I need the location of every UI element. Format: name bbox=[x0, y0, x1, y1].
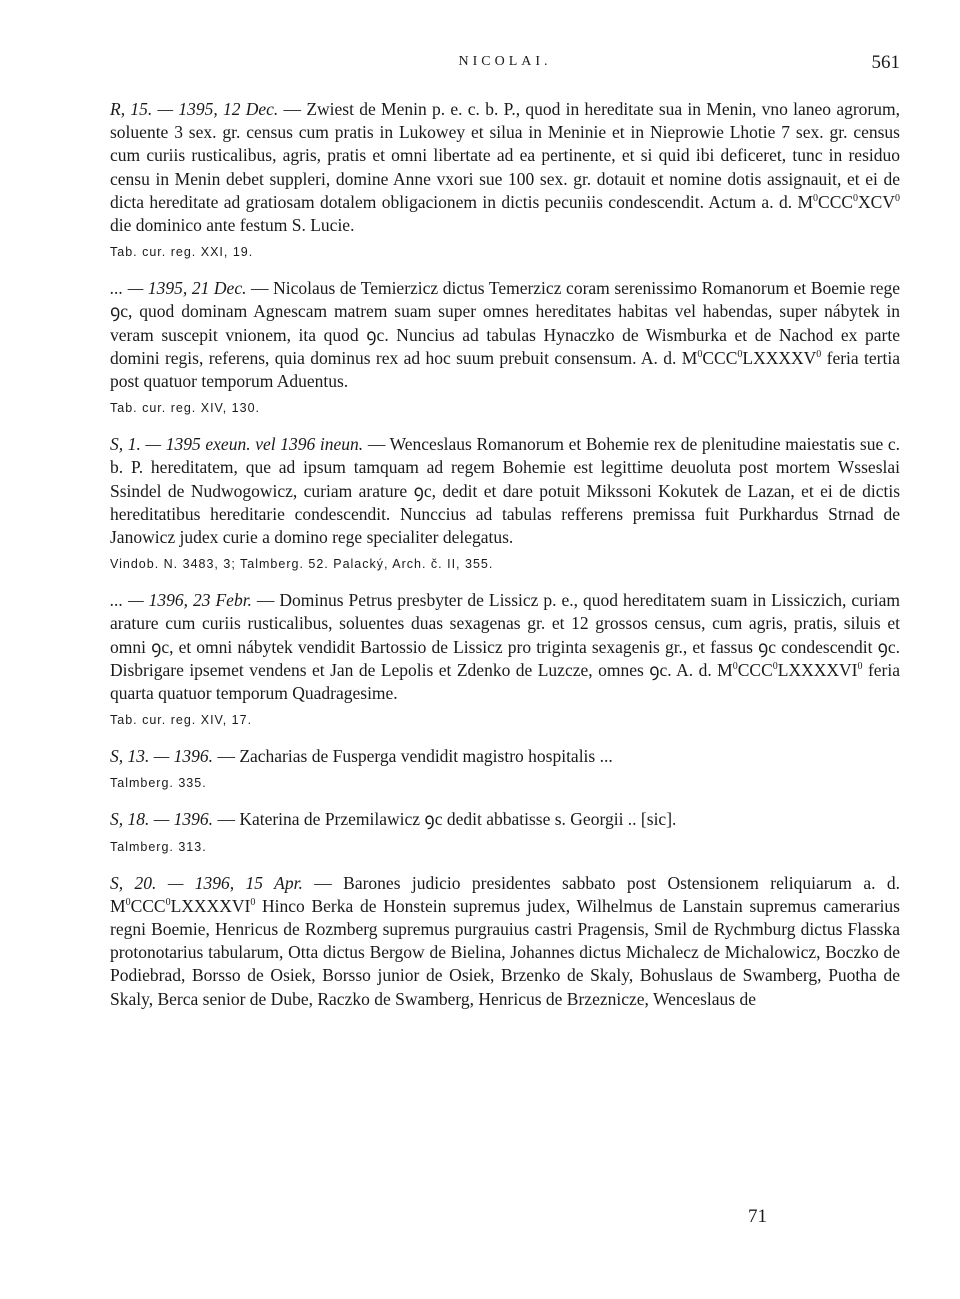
entry-body-continuation: Hinco Berka de Honstein supremus judex, Wilhelmus de Lanstain supremus camerarius regni Boemie, Henricus de Rozmberg supremus purgrauius castri Pragensis, Smil de Rychmburg dictus Flasska protonotarius tabularum, Otta dictus Bergow de Bielina, Johannes dictus Michalecz de Michalowicz, Boczko de Podiebrad, Borsso de Osiek, Borsso junior de Osiek, Brzenko de Skaly, Bohuslaus de Swamberg, Puotha de Skaly, Berca senior de Dube, Raczko de Swamberg, Henricus de Brzeznicze, Wenceslaus de bbox=[110, 895, 900, 1009]
gathering-signature: 71 bbox=[748, 1206, 767, 1227]
entry-body-continuation: CCC bbox=[737, 659, 773, 680]
entry-body: — Dominus Petrus presbyter de Lissicz p. e., quod hereditatem suam in Lissiczich, curiam arature cum curiis rusticalibus, soluentes duas sexagenas gr. et 12 grossos census, cum agris, pratis, siluis et omni ꝯc, et omni nábytek vendidit Bartossio de Lissicz pro triginta sexagenis gr., et fassus ꝯc condescendit ꝯc. Disbrigare ipsemet vendens et Jan de Lepolis et Zdenko de Luzcze, omnes ꝯc. A. d. M bbox=[110, 590, 900, 680]
page-number: 561 bbox=[871, 52, 900, 73]
entry-date: R, 15. — 1395, 12 Dec. bbox=[110, 99, 279, 119]
document-entry bbox=[110, 808, 900, 854]
entry-body: — Katerina de Przemilawicz ꝯc dedit abbatisse s. Georgii .. [sic]. bbox=[213, 809, 677, 830]
entry-date: ... — 1395, 21 Dec. bbox=[110, 278, 247, 299]
entry-source-citation: Tab. cur. reg. XIV, 130. bbox=[110, 401, 261, 416]
entry-source-citation: Vindob. N. 3483, 3; Talmberg. 52. Palacký, Arch. č. II, 355. bbox=[110, 557, 494, 572]
running-header bbox=[110, 50, 900, 78]
document-entry bbox=[110, 98, 900, 260]
entry-text bbox=[110, 872, 900, 1011]
document-entry bbox=[110, 745, 900, 791]
document-entry bbox=[110, 277, 900, 416]
entry-body: — Zacharias de Fusperga vendidit magistro hospitalis ... bbox=[213, 746, 613, 767]
entry-source-citation: Tab. cur. reg. XIV, 17. bbox=[110, 713, 253, 728]
entry-text bbox=[110, 277, 900, 393]
document-entry bbox=[110, 433, 900, 572]
entry-body-continuation: feria quarta quatuor temporum Quadragesime. bbox=[110, 659, 900, 704]
entry-body: — Nicolaus de Temierzicz dictus Temerzicz coram serenissimo Romanorum et Boemie rege ꝯc, quod dominam Agnescam matrem suam super omnes hereditates habitas vel habendas, super nábytek in veram suscepit vnionem, ita quod ꝯc. Nuncius ad tabulas Hynaczko de Wismburka et de Nachod ex parte domini regis, referens, quia dominus rex ad hoc suum prebuit consensum. A. d. M bbox=[110, 278, 900, 368]
entry-body: — Zwiest de Menin p. e. c. b. P., quod in hereditate sua in Menin, vno laneo agrorum, soluente 3 sex. gr. census cum pratis in Lukowey et silua in Meninie et in Nieprowie Lhotie 7 sex. gr. census cum curiis rusticalibus, agris, pratis et omni libertate ad ea pertinente, et si quid ibi deficeret, tunc in residuo censu in Menin debet suppleri, domine Anne vxori sue 100 sex. gr. dotauit et nomine dotis assignauit, et ei de dicta hereditate ad gratiosam dotalem obligacionem in dictis pecuniis condescendit. Actum a. d. M bbox=[110, 99, 900, 212]
entry-body-continuation: LXXXXV bbox=[742, 347, 817, 368]
entry-source-citation: Talmberg. 313. bbox=[110, 839, 207, 854]
entry-body-continuation: LXXXXVI bbox=[777, 659, 858, 680]
entry-body-continuation: die dominico ante festum S. Lucie. bbox=[110, 215, 355, 236]
superscript-zero: 0 bbox=[250, 896, 256, 908]
entry-date: S, 18. — 1396. bbox=[110, 809, 214, 830]
entry-body-continuation: XCV bbox=[858, 191, 895, 212]
superscript-zero: 0 bbox=[732, 660, 738, 672]
superscript-zero: 0 bbox=[737, 348, 743, 360]
entry-text bbox=[110, 98, 900, 237]
superscript-zero: 0 bbox=[697, 348, 703, 360]
superscript-zero: 0 bbox=[772, 660, 778, 672]
entry-text bbox=[110, 808, 900, 831]
entry-body-continuation: CCC bbox=[130, 895, 166, 916]
entry-date: S, 20. — 1396, 15 Apr. bbox=[110, 872, 303, 893]
entry-body-continuation: feria tertia post quatuor temporum Aduentus. bbox=[110, 347, 900, 392]
entry-source-citation: Tab. cur. reg. XXI, 19. bbox=[110, 245, 254, 260]
entry-date: S, 1. — 1395 exeun. vel 1396 ineun. bbox=[110, 434, 364, 455]
document-entry bbox=[110, 589, 900, 728]
superscript-zero: 0 bbox=[857, 660, 863, 672]
entry-body-continuation: CCC bbox=[818, 191, 854, 212]
document-entry bbox=[110, 872, 900, 1011]
superscript-zero: 0 bbox=[165, 896, 171, 908]
entry-date: S, 13. — 1396. bbox=[110, 746, 214, 767]
entry-text bbox=[110, 745, 900, 768]
entry-body: — Barones judicio presidentes sabbato post Ostensionem reliquiarum a. d. M bbox=[110, 872, 900, 916]
entry-body-continuation: LXXXXVI bbox=[170, 895, 251, 916]
superscript-zero: 0 bbox=[813, 192, 819, 204]
superscript-zero: 0 bbox=[816, 348, 822, 360]
superscript-zero: 0 bbox=[125, 896, 131, 908]
superscript-zero: 0 bbox=[853, 192, 859, 204]
running-title: NICOLAI. bbox=[458, 54, 552, 69]
superscript-zero: 0 bbox=[895, 192, 900, 204]
entry-date: ... — 1396, 23 Febr. bbox=[110, 590, 252, 611]
entry-text bbox=[110, 589, 900, 705]
document-body bbox=[110, 98, 900, 1028]
entry-source-citation: Talmberg. 335. bbox=[110, 776, 207, 791]
entry-body: — Wenceslaus Romanorum et Bohemie rex de plenitudine maiestatis sue c. b. P. hereditatem, que ad ipsum tamquam ad regem Bohemie est legittime deuoluta post mortem Wsseslai Ssindel de Nudwogowicz, curiam arature ꝯc, dedit et dare potuit Mikssoni Kokutek de Lazan, et ei de dictis hereditatibus hereditarie condescendit. Nunccius ad tabulas refferens premissa fuit Purkhardus Strnad de Janowicz judex curie a domino rege specialiter delegatus. bbox=[110, 434, 900, 548]
entry-text bbox=[110, 433, 900, 549]
entry-body-continuation: CCC bbox=[702, 347, 738, 368]
